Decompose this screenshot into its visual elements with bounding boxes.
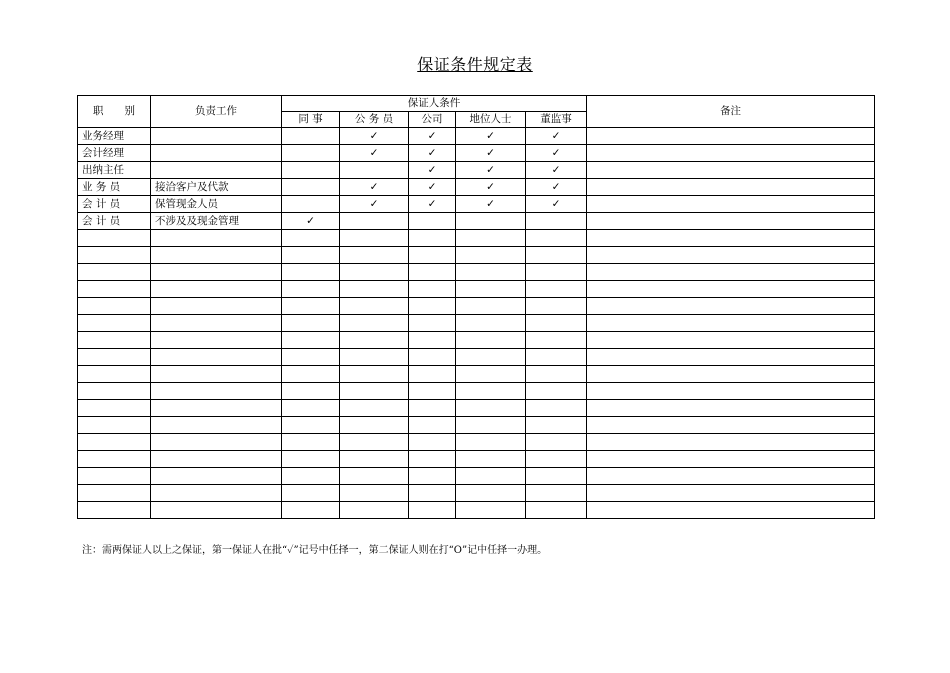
empty-cell (526, 332, 587, 349)
empty-cell (456, 485, 526, 502)
condition-cell (526, 196, 587, 213)
empty-cell (340, 230, 409, 247)
empty-cell (340, 349, 409, 366)
position-cell: 出纳主任 (78, 162, 151, 179)
empty-cell (78, 485, 151, 502)
empty-cell (151, 349, 282, 366)
empty-cell (587, 383, 875, 400)
empty-cell (151, 502, 282, 519)
position-cell: 业务经理 (78, 128, 151, 145)
empty-row (78, 502, 875, 519)
empty-cell (587, 468, 875, 485)
position-cell: 会 计 员 (78, 196, 151, 213)
check-mark: ✓ (551, 197, 561, 210)
empty-row (78, 281, 875, 298)
table-header (78, 96, 875, 128)
check-mark: ✓ (486, 163, 495, 176)
empty-cell (340, 502, 409, 519)
empty-cell (526, 383, 587, 400)
position-cell: 业 务 员 (78, 179, 151, 196)
empty-row (78, 485, 875, 502)
condition-cell (456, 145, 526, 162)
condition-cell (409, 162, 456, 179)
condition-cell (409, 128, 456, 145)
empty-cell (526, 417, 587, 434)
empty-cell (526, 264, 587, 281)
empty-cell (526, 247, 587, 264)
empty-cell (282, 468, 340, 485)
condition-cell (409, 213, 456, 230)
condition-cell (340, 213, 409, 230)
empty-cell (340, 264, 409, 281)
empty-cell (409, 298, 456, 315)
check-mark: ✓ (369, 180, 379, 193)
condition-cell (282, 145, 340, 162)
position-cell: 会 计 员 (78, 213, 151, 230)
condition-cell (409, 179, 456, 196)
empty-cell (78, 349, 151, 366)
duty-cell: 保管现金人员 (151, 196, 282, 213)
empty-cell (282, 298, 340, 315)
empty-row (78, 383, 875, 400)
empty-cell (456, 281, 526, 298)
condition-cell (409, 196, 456, 213)
header-notable: 地位人士 (456, 112, 526, 128)
remarks-cell (587, 179, 875, 196)
check-mark: ✓ (486, 129, 495, 142)
empty-cell (282, 247, 340, 264)
empty-cell (587, 230, 875, 247)
empty-cell (409, 502, 456, 519)
empty-cell (282, 434, 340, 451)
empty-cell (78, 451, 151, 468)
empty-cell (282, 230, 340, 247)
check-mark: ✓ (369, 197, 379, 210)
check-mark: ✓ (427, 129, 437, 142)
condition-cell (282, 179, 340, 196)
remarks-cell (587, 145, 875, 162)
empty-cell (456, 315, 526, 332)
table-body (78, 128, 875, 519)
header-remarks: 备注 (587, 96, 875, 128)
empty-cell (526, 349, 587, 366)
empty-cell (282, 281, 340, 298)
empty-cell (587, 349, 875, 366)
empty-cell (526, 366, 587, 383)
empty-cell (587, 332, 875, 349)
header-colleague: 同 事 (282, 112, 340, 128)
empty-cell (526, 230, 587, 247)
check-mark: ✓ (486, 146, 495, 159)
duty-cell: 不涉及及现金管理 (151, 213, 282, 230)
table-row (78, 213, 875, 230)
empty-cell (456, 468, 526, 485)
empty-cell (340, 434, 409, 451)
empty-row (78, 468, 875, 485)
empty-cell (456, 247, 526, 264)
empty-cell (409, 332, 456, 349)
empty-cell (456, 366, 526, 383)
empty-cell (151, 468, 282, 485)
condition-cell (340, 145, 409, 162)
empty-cell (409, 434, 456, 451)
header-director: 董监事 (526, 112, 587, 128)
condition-cell (282, 196, 340, 213)
check-mark: ✓ (427, 180, 437, 193)
empty-cell (78, 366, 151, 383)
empty-cell (151, 485, 282, 502)
empty-cell (78, 315, 151, 332)
empty-row (78, 349, 875, 366)
empty-cell (526, 281, 587, 298)
empty-cell (456, 451, 526, 468)
condition-cell (456, 162, 526, 179)
empty-cell (456, 349, 526, 366)
empty-cell (340, 451, 409, 468)
empty-cell (282, 366, 340, 383)
check-mark: ✓ (427, 146, 437, 159)
empty-cell (587, 281, 875, 298)
empty-row (78, 264, 875, 281)
empty-cell (526, 315, 587, 332)
condition-cell (526, 145, 587, 162)
empty-cell (282, 315, 340, 332)
condition-cell (340, 162, 409, 179)
empty-row (78, 451, 875, 468)
empty-cell (409, 315, 456, 332)
page-title: 保证条件规定表 (417, 55, 533, 74)
empty-row (78, 417, 875, 434)
condition-cell (456, 213, 526, 230)
empty-cell (409, 485, 456, 502)
empty-cell (526, 502, 587, 519)
empty-row (78, 332, 875, 349)
condition-cell (456, 196, 526, 213)
check-mark: ✓ (551, 180, 561, 193)
empty-cell (282, 451, 340, 468)
empty-cell (340, 400, 409, 417)
condition-cell (340, 179, 409, 196)
empty-cell (282, 400, 340, 417)
empty-cell (409, 230, 456, 247)
empty-cell (456, 400, 526, 417)
empty-row (78, 230, 875, 247)
table-row (78, 179, 875, 196)
condition-cell (340, 196, 409, 213)
remarks-cell (587, 162, 875, 179)
duty-cell (151, 128, 282, 145)
empty-cell (340, 298, 409, 315)
empty-cell (78, 434, 151, 451)
condition-cell (526, 179, 587, 196)
empty-cell (78, 383, 151, 400)
empty-cell (78, 400, 151, 417)
empty-cell (78, 502, 151, 519)
condition-cell (282, 128, 340, 145)
condition-cell (456, 179, 526, 196)
header-position: 职 别 (78, 96, 151, 128)
empty-cell (340, 366, 409, 383)
empty-cell (78, 281, 151, 298)
empty-cell (526, 468, 587, 485)
check-mark: ✓ (486, 180, 495, 193)
table-row (78, 162, 875, 179)
empty-cell (587, 485, 875, 502)
position-cell: 会计经理 (78, 145, 151, 162)
title-block (0, 52, 950, 75)
empty-cell (409, 400, 456, 417)
empty-cell (78, 298, 151, 315)
empty-cell (587, 434, 875, 451)
empty-cell (282, 417, 340, 434)
condition-cell (456, 128, 526, 145)
empty-cell (587, 451, 875, 468)
empty-cell (151, 298, 282, 315)
empty-cell (151, 332, 282, 349)
empty-cell (587, 502, 875, 519)
empty-cell (78, 332, 151, 349)
empty-cell (409, 247, 456, 264)
empty-cell (456, 417, 526, 434)
condition-cell (526, 128, 587, 145)
check-mark: ✓ (551, 129, 561, 142)
empty-cell (282, 332, 340, 349)
empty-cell (78, 230, 151, 247)
check-mark: ✓ (551, 163, 561, 176)
empty-cell (409, 417, 456, 434)
table-row (78, 145, 875, 162)
empty-cell (526, 485, 587, 502)
empty-cell (282, 264, 340, 281)
empty-cell (409, 383, 456, 400)
empty-cell (409, 349, 456, 366)
empty-cell (151, 366, 282, 383)
condition-cell (409, 145, 456, 162)
empty-cell (456, 230, 526, 247)
header-guarantor-conditions: 保证人条件 (282, 96, 587, 112)
empty-cell (78, 468, 151, 485)
empty-row (78, 400, 875, 417)
empty-cell (587, 400, 875, 417)
header-duty: 负责工作 (151, 96, 282, 128)
empty-row (78, 247, 875, 264)
empty-cell (282, 485, 340, 502)
empty-cell (456, 383, 526, 400)
header-company: 公司 (409, 112, 456, 128)
condition-cell (282, 162, 340, 179)
empty-cell (409, 451, 456, 468)
check-mark: ✓ (306, 214, 315, 227)
duty-cell: 接洽客户及代款 (151, 179, 282, 196)
empty-row (78, 315, 875, 332)
empty-cell (151, 315, 282, 332)
empty-cell (340, 468, 409, 485)
empty-cell (456, 332, 526, 349)
remarks-cell (587, 196, 875, 213)
check-mark: ✓ (486, 197, 495, 210)
condition-cell (526, 213, 587, 230)
empty-cell (282, 349, 340, 366)
empty-cell (282, 383, 340, 400)
empty-cell (151, 230, 282, 247)
empty-cell (151, 451, 282, 468)
empty-cell (587, 315, 875, 332)
empty-cell (340, 485, 409, 502)
empty-cell (78, 264, 151, 281)
duty-cell (151, 162, 282, 179)
remarks-cell (587, 128, 875, 145)
empty-cell (456, 434, 526, 451)
empty-cell (526, 434, 587, 451)
condition-cell (340, 128, 409, 145)
check-mark: ✓ (551, 146, 561, 159)
condition-cell (282, 213, 340, 230)
empty-cell (526, 400, 587, 417)
check-mark: ✓ (427, 163, 437, 176)
guarantee-table (77, 95, 875, 519)
remarks-cell (587, 213, 875, 230)
empty-cell (340, 332, 409, 349)
empty-cell (587, 264, 875, 281)
duty-cell (151, 145, 282, 162)
check-mark: ✓ (369, 129, 379, 142)
empty-cell (526, 451, 587, 468)
empty-cell (456, 298, 526, 315)
empty-cell (587, 247, 875, 264)
empty-row (78, 298, 875, 315)
condition-cell (526, 162, 587, 179)
empty-cell (526, 298, 587, 315)
empty-cell (151, 434, 282, 451)
empty-cell (340, 315, 409, 332)
empty-row (78, 366, 875, 383)
empty-cell (151, 400, 282, 417)
empty-cell (151, 281, 282, 298)
empty-cell (456, 264, 526, 281)
empty-cell (340, 417, 409, 434)
footnote: 注：需两保证人以上之保证，第一保证人在批“✓”记号中任择一，第二保证人则在打“O”记中任择一办理。 (82, 545, 548, 556)
empty-cell (456, 502, 526, 519)
empty-cell (587, 417, 875, 434)
table-row (78, 196, 875, 213)
header-civil-servant: 公 务 员 (340, 112, 409, 128)
empty-cell (282, 502, 340, 519)
empty-cell (340, 383, 409, 400)
empty-cell (409, 264, 456, 281)
check-mark: ✓ (369, 146, 379, 159)
empty-cell (151, 264, 282, 281)
empty-cell (340, 281, 409, 298)
empty-cell (340, 247, 409, 264)
check-mark: ✓ (427, 197, 437, 210)
table-row (78, 128, 875, 145)
empty-cell (151, 247, 282, 264)
empty-cell (78, 417, 151, 434)
empty-cell (587, 366, 875, 383)
empty-cell (151, 417, 282, 434)
empty-row (78, 434, 875, 451)
empty-cell (409, 281, 456, 298)
empty-cell (409, 366, 456, 383)
empty-cell (78, 247, 151, 264)
empty-cell (151, 383, 282, 400)
empty-cell (409, 468, 456, 485)
empty-cell (587, 298, 875, 315)
